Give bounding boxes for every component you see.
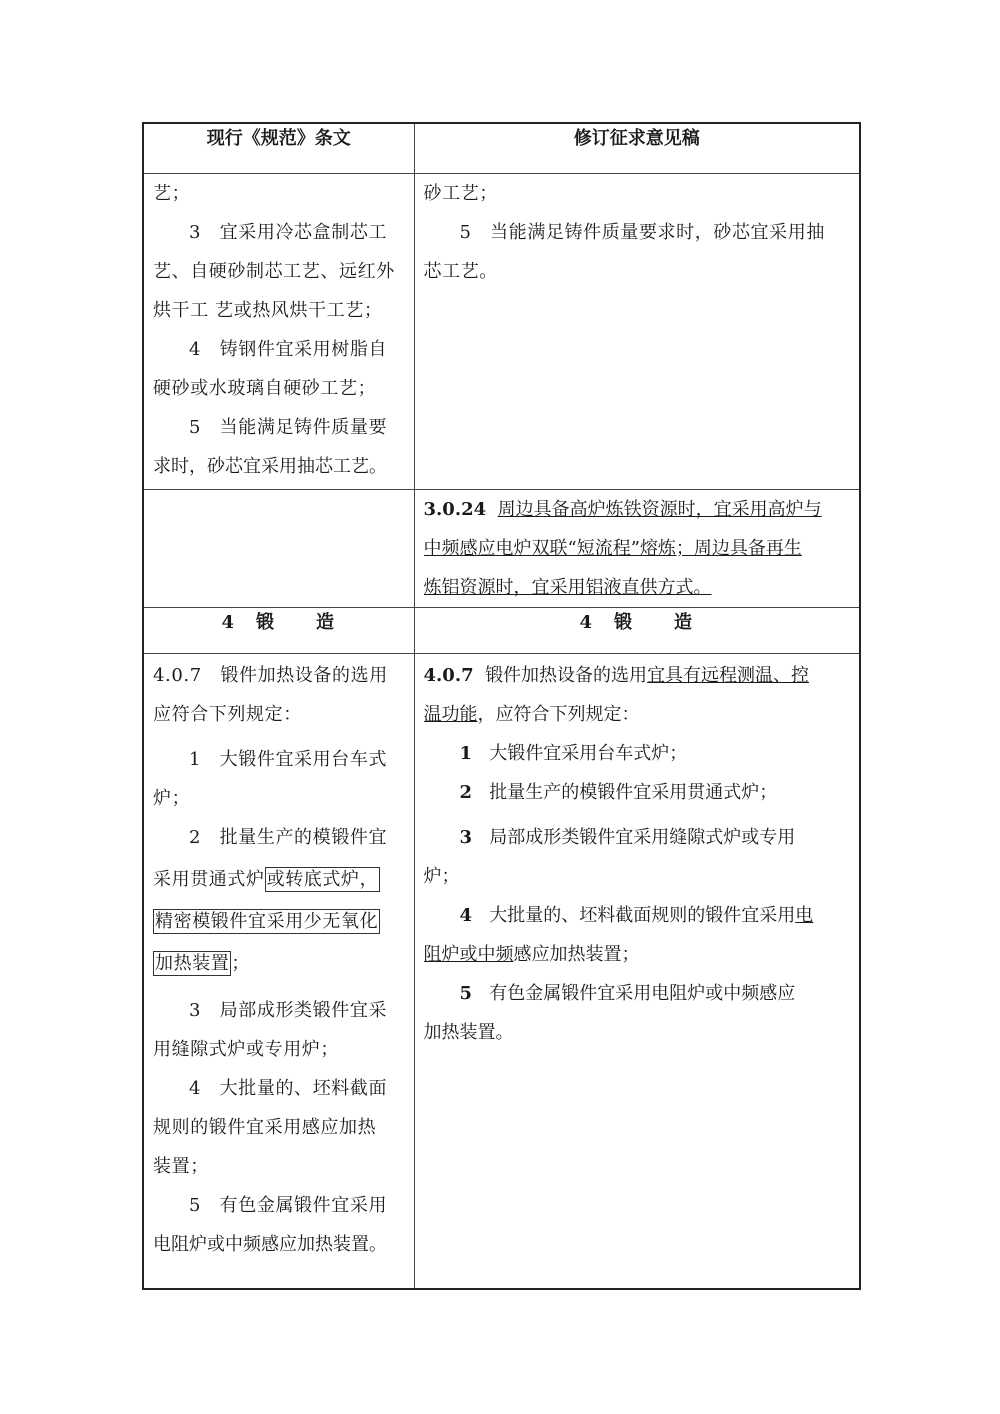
item-number: 5	[459, 983, 473, 1004]
line: 锻件加热设备的选用	[485, 665, 648, 686]
line: 装置；	[153, 1156, 209, 1177]
item-number: 1	[459, 743, 473, 764]
section-header-row	[143, 608, 860, 654]
section-title-right: 4 锻 造	[414, 608, 860, 654]
header-left: 现行《规范》条文	[143, 123, 414, 174]
table-row-clause-4-0-7	[143, 654, 860, 1290]
table-row-clause-3-0-24	[143, 490, 860, 608]
line: 大锻件宜采用台车式炉；	[489, 743, 688, 764]
clause-number: 3.0.24	[423, 499, 487, 520]
comparison-table	[142, 122, 861, 1290]
line: 5 当能满足铸件质量要求时，砂芯宜采用抽	[459, 222, 825, 243]
line: 5 当能满足铸件质量要	[189, 417, 388, 438]
item-number: 3	[459, 827, 473, 848]
line: 2 批量生产的模锻件宜	[189, 827, 388, 848]
line: 艺、自硬砂制芯工艺、远红外	[153, 261, 395, 282]
line: 应符合下列规定：	[153, 704, 302, 725]
boxed-text: 精密模锻件宜采用少无氧化	[155, 911, 379, 932]
line: 批量生产的模锻件宜采用贯通式炉；	[489, 782, 778, 803]
revised-text-cell	[414, 174, 860, 490]
new-text: 温功能	[423, 704, 478, 725]
new-text: 周边具备高炉炼铁资源时，宜采用高炉与	[497, 499, 822, 520]
line: 5 有色金属锻件宜采用	[189, 1195, 388, 1216]
line: 3 宜采用冷芯盒制芯工	[189, 222, 388, 243]
line: ，应符合下列规定：	[477, 704, 640, 725]
revised-text-cell	[414, 490, 860, 608]
line: 4 铸钢件宜采用树脂自	[189, 339, 388, 360]
section-title-left: 4 锻 造	[143, 608, 414, 654]
current-text-cell-empty	[143, 490, 414, 608]
table-header-row	[143, 123, 860, 174]
new-text: 宜具有远程测温、控	[647, 665, 810, 686]
line: 4 大批量的、坯料截面	[189, 1078, 388, 1099]
boxed-text: 或转底式炉，	[266, 869, 379, 890]
line: 砂工艺；	[423, 183, 498, 204]
line: 硬砂或水玻璃自硬砂工艺；	[153, 378, 377, 399]
revised-text-cell	[414, 654, 860, 1290]
current-text-cell	[143, 174, 414, 490]
line: 1 大锻件宜采用台车式	[189, 749, 388, 770]
line: 采用贯通式炉	[153, 869, 265, 890]
line: 求时，砂芯宜采用抽芯工艺。	[153, 456, 387, 477]
line: 炉；	[153, 788, 191, 809]
new-text: 电	[795, 905, 814, 926]
clause-number: 4.0.7	[423, 665, 474, 686]
new-text: 阻炉或中频	[423, 944, 514, 965]
line: 大批量的、坯料截面规则的锻件宜采用	[489, 905, 796, 926]
new-text: 炼铝资源时，宜采用铝液直供方式。	[423, 577, 712, 598]
table-row-casting-cont	[143, 174, 860, 490]
item-number: 2	[459, 782, 473, 803]
line: 电阻炉或中频感应加热装置。	[153, 1234, 387, 1255]
line: 4.0.7 锻件加热设备的选用	[153, 665, 388, 686]
line: 3 局部成形类锻件宜采	[189, 1000, 388, 1021]
line: 规则的锻件宜采用感应加热	[153, 1117, 377, 1138]
boxed-text: 加热装置	[155, 953, 230, 974]
line: 用缝隙式炉或专用炉；	[153, 1039, 339, 1060]
line: 有色金属锻件宜采用电阻炉或中频感应	[489, 983, 796, 1004]
line: 加热装置。	[423, 1022, 514, 1043]
current-text-cell	[143, 654, 414, 1290]
line: 芯工艺。	[423, 261, 498, 282]
line: 感应加热装置；	[513, 944, 640, 965]
line: 烘干工 艺或热风烘干工艺；	[153, 300, 383, 321]
line: 局部成形类锻件宜采用缝隙式炉或专用	[489, 827, 796, 848]
line: ；	[231, 953, 251, 974]
item-number: 4	[459, 905, 473, 926]
line: 炉；	[423, 866, 460, 887]
header-right: 修订征求意见稿	[414, 123, 860, 174]
new-text: 中频感应电炉双联“短流程”熔炼；周边具备再生	[423, 538, 802, 559]
line: 艺；	[153, 183, 191, 204]
